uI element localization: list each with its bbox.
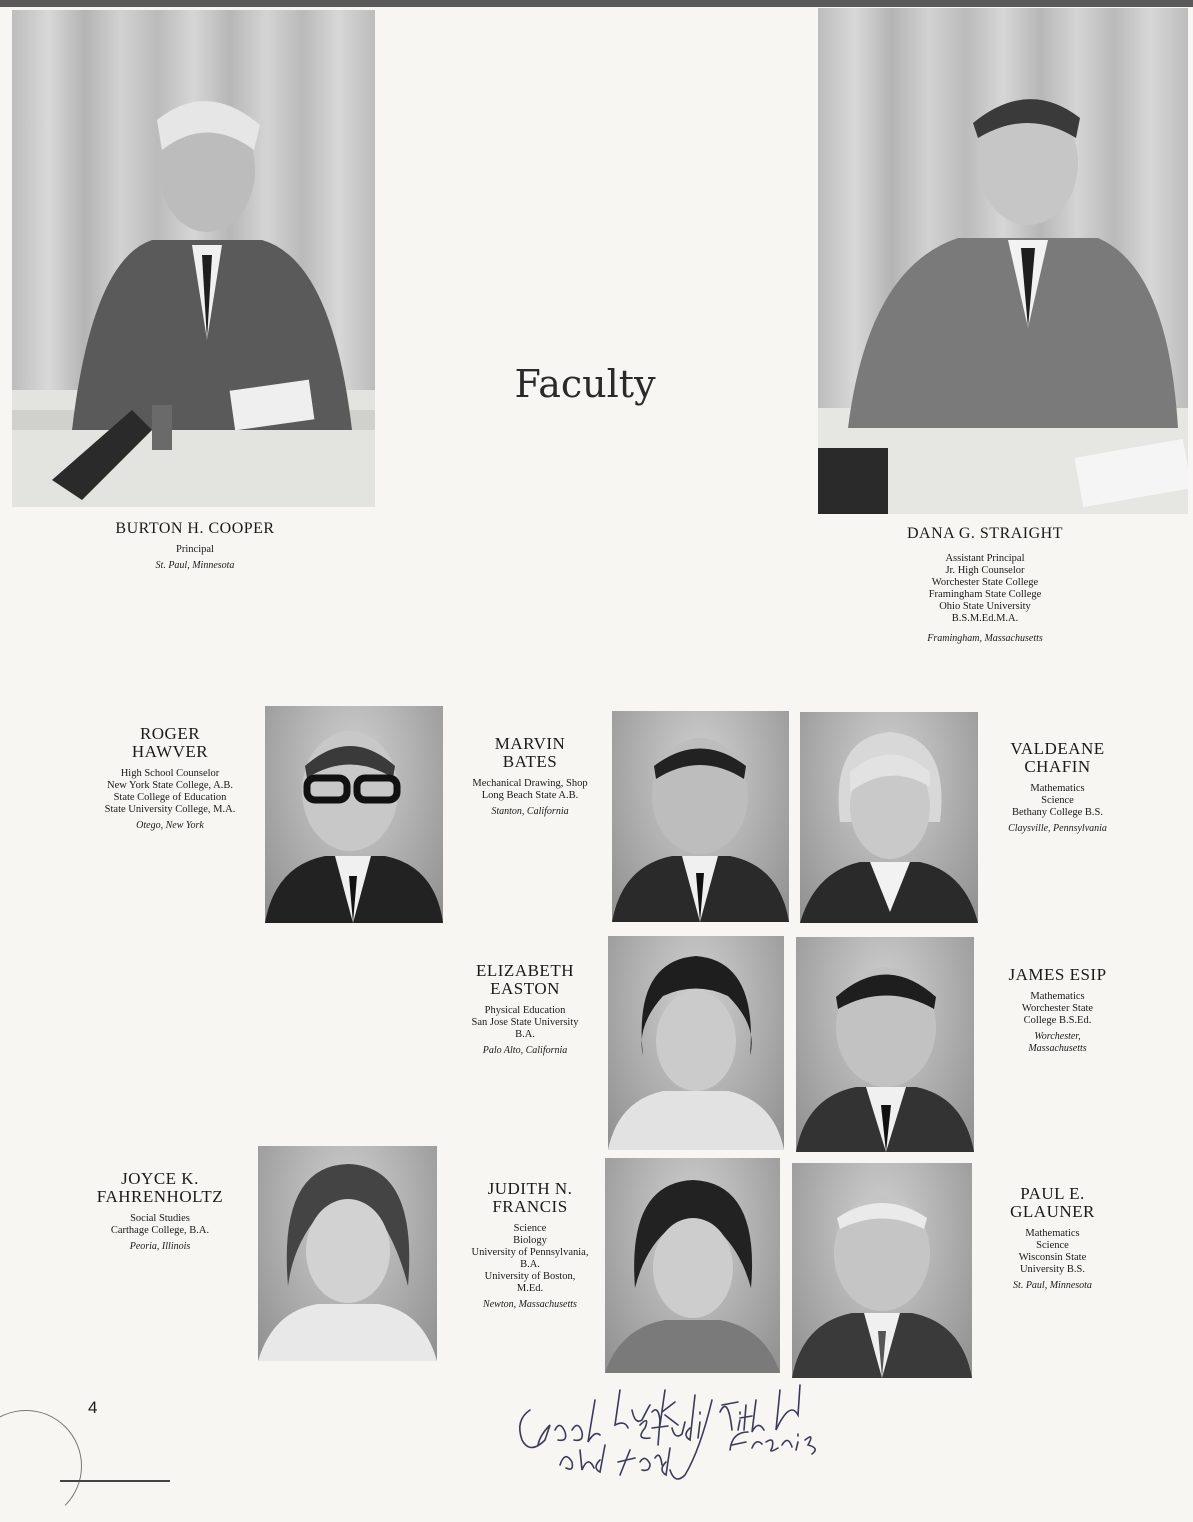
faculty-detail: Framingham State College	[928, 589, 1042, 600]
faculty-name: MARVIN	[494, 734, 566, 753]
faculty-detail: Jr. High Counselor	[945, 565, 1025, 576]
caption-marvin-bates	[455, 735, 605, 818]
faculty-name: VALDEANE	[1010, 739, 1105, 758]
binding-line	[60, 1480, 170, 1482]
photo-marvin-bates	[612, 711, 789, 922]
faculty-name: DANA G. STRAIGHT	[907, 525, 1063, 542]
caption-paul-glauner	[975, 1185, 1130, 1292]
faculty-hometown: Peoria, Illinois	[129, 1241, 191, 1252]
faculty-detail: Carthage College, B.A.	[110, 1225, 210, 1236]
faculty-detail: Worchester State College	[931, 577, 1039, 588]
top-edge	[0, 0, 1193, 7]
caption-dana-straight	[870, 525, 1100, 645]
faculty-name: FRANCIS	[492, 1197, 568, 1216]
faculty-detail: Biology	[513, 1235, 547, 1246]
faculty-detail: Mathematics	[1025, 1228, 1080, 1239]
faculty-detail: Mathematics	[1030, 783, 1085, 794]
faculty-detail: State College of Education	[113, 792, 227, 803]
faculty-name: ELIZABETH	[476, 961, 574, 980]
caption-elizabeth-easton	[440, 962, 610, 1057]
faculty-name: JAMES ESIP	[1008, 965, 1107, 984]
faculty-hometown: Massachusetts	[1028, 1043, 1087, 1054]
faculty-detail: Mechanical Drawing, Shop	[472, 778, 588, 789]
faculty-detail: Social Studies	[130, 1213, 190, 1224]
faculty-detail: New York State College, A.B.	[107, 780, 233, 791]
faculty-hometown: Claysville, Pennsylvania	[1008, 823, 1107, 834]
faculty-detail: Wisconsin State	[1018, 1252, 1087, 1263]
page-title: Faculty	[514, 362, 656, 406]
caption-joyce-fahrenholtz	[60, 1170, 260, 1253]
photo-valdeane-chafin	[800, 712, 978, 923]
photo-elizabeth-easton	[608, 936, 784, 1150]
faculty-name: JUDITH N.	[487, 1179, 573, 1198]
photo-james-esip	[796, 937, 974, 1152]
faculty-hometown: Stanton, California	[491, 806, 569, 817]
faculty-detail: Long Beach State A.B.	[481, 790, 579, 801]
photo-burton-cooper	[12, 10, 375, 507]
faculty-detail: University B.S.	[1019, 1264, 1086, 1275]
faculty-name: JOYCE K.	[121, 1169, 199, 1188]
caption-burton-cooper	[90, 520, 300, 572]
faculty-hometown: St. Paul, Minnesota	[1013, 1280, 1092, 1291]
faculty-name: BURTON H. COOPER	[115, 520, 275, 537]
faculty-name: HAWVER	[131, 742, 209, 761]
faculty-hometown: Palo Alto, California	[482, 1045, 568, 1056]
faculty-hometown: Newton, Massachusetts	[483, 1299, 577, 1310]
page-number: 4	[88, 1398, 98, 1417]
photo-roger-hawver	[265, 706, 443, 923]
handwritten-signature	[500, 1350, 860, 1500]
faculty-name: GLAUNER	[1010, 1202, 1095, 1221]
faculty-hometown: Otego, New York	[136, 820, 204, 831]
faculty-hometown: Framingham, Massachusetts	[927, 633, 1043, 644]
photo-joyce-fahrenholtz	[258, 1146, 437, 1361]
faculty-name: PAUL E.	[1020, 1184, 1085, 1203]
faculty-name: EASTON	[490, 979, 560, 998]
faculty-name: FAHRENHOLTZ	[96, 1187, 224, 1206]
faculty-name: ROGER	[139, 724, 201, 743]
caption-valdeane-chafin	[980, 740, 1135, 835]
faculty-detail: Science	[513, 1223, 547, 1234]
faculty-detail: Worchester State	[1021, 1003, 1094, 1014]
faculty-detail: State University College, M.A.	[104, 804, 236, 815]
faculty-detail: Physical Education	[484, 1005, 566, 1016]
faculty-detail: University of Boston,	[484, 1271, 576, 1282]
photo-paul-glauner	[792, 1163, 972, 1378]
faculty-detail: College B.S.Ed.	[1023, 1015, 1092, 1026]
faculty-detail: B.S.M.Ed.M.A.	[951, 613, 1019, 624]
faculty-role: Principal	[176, 544, 214, 555]
faculty-detail: San Jose State University	[471, 1017, 579, 1028]
faculty-hometown: Worchester,	[1034, 1031, 1081, 1042]
faculty-detail: M.Ed.	[516, 1283, 544, 1294]
caption-judith-francis	[445, 1180, 615, 1311]
faculty-detail: Bethany College B.S.	[1012, 807, 1103, 818]
faculty-name: CHAFIN	[1024, 757, 1091, 776]
binding-mark	[0, 1410, 82, 1522]
faculty-name: BATES	[502, 752, 558, 771]
faculty-hometown: St. Paul, Minnesota	[155, 560, 235, 571]
faculty-detail: Mathematics	[1030, 991, 1085, 1002]
faculty-detail: University of Pennsylvania,	[471, 1247, 589, 1258]
photo-judith-francis	[605, 1158, 780, 1373]
faculty-detail: B.A.	[515, 1029, 535, 1040]
faculty-detail: Science	[1041, 795, 1074, 806]
caption-roger-hawver	[70, 725, 270, 832]
photo-dana-straight	[818, 8, 1188, 514]
faculty-detail: Assistant Principal	[945, 553, 1025, 564]
faculty-detail: B.A.	[520, 1259, 540, 1270]
caption-james-esip	[980, 966, 1135, 1055]
faculty-detail: Ohio State University	[939, 601, 1031, 612]
faculty-detail: Science	[1036, 1240, 1069, 1251]
faculty-detail: High School Counselor	[120, 768, 220, 779]
